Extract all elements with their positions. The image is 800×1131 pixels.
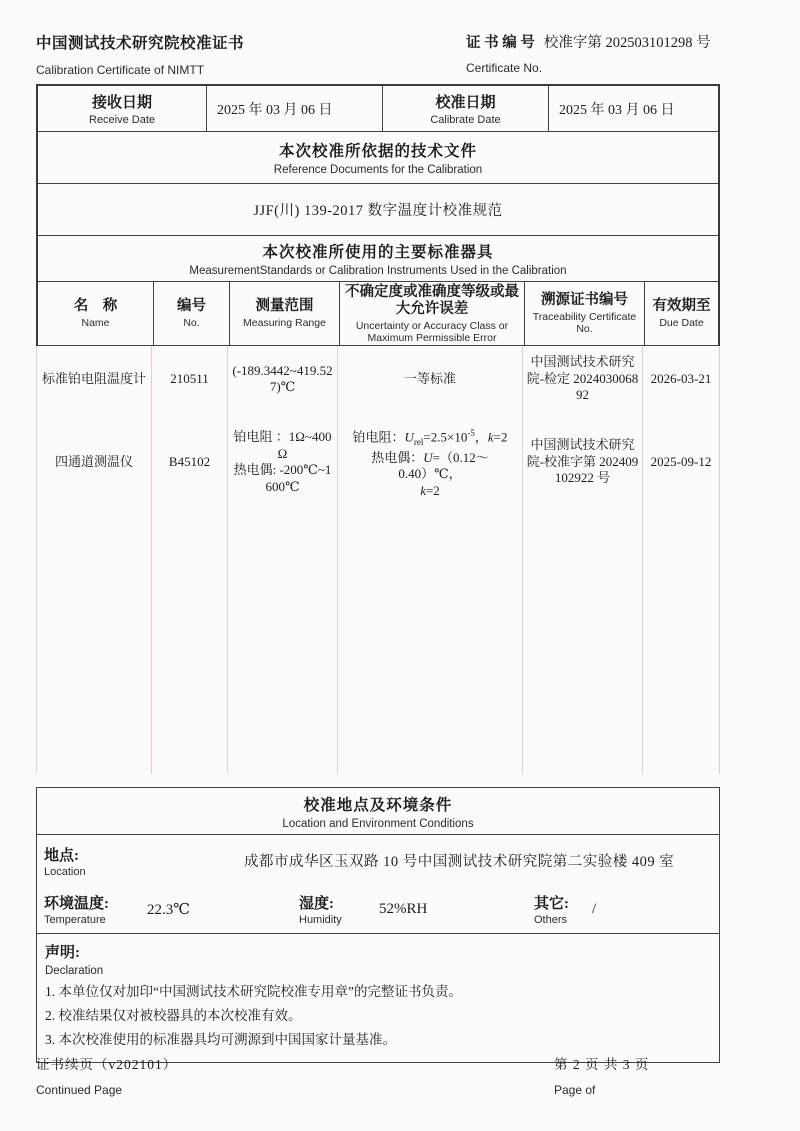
page-footer: [36, 1053, 720, 1113]
declaration-item: 1. 本单位仅对加印“中国测试技术研究院校准专用章”的完整证书负责。: [45, 984, 462, 999]
continued-page-label: 证书续页（v202101） Continued Page: [36, 1057, 178, 1097]
standard-row1-due-date: 2026-03-21: [650, 370, 712, 386]
empty-cell: [643, 512, 719, 774]
declaration-label-en: Declaration: [45, 965, 104, 977]
column-header-uncertainty: 不确定度或准确度等级或最大允许误差 Uncertainty or Accuracy Class or Maximum Permissible Error: [339, 282, 524, 345]
empty-cell: [152, 512, 228, 774]
document-title-cn: 中国测试技术研究院校准证书: [36, 35, 245, 52]
location-row: [37, 835, 719, 886]
reference-section-title: 本次校准所依据的技术文件 Reference Documents for the Calibration: [36, 132, 720, 184]
location-section-title: 校准地点及环境条件 Location and Environment Conditions: [37, 788, 719, 835]
certificate-number-value: 校准字第 202503101298 号: [543, 35, 711, 51]
document-header: [36, 31, 766, 77]
empty-cell: [338, 512, 523, 774]
calibrate-date-label: 校准日期 Calibrate Date: [382, 86, 548, 131]
receive-date-label: 接收日期 Receive Date: [88, 95, 156, 126]
column-header-traceability: 溯源证书编号 Traceability Certificate No.: [524, 282, 644, 345]
reference-document: JJF(川) 139-2017 数字温度计校准规范: [36, 184, 720, 236]
humidity-label: 湿度: Humidity: [299, 896, 342, 926]
standards-table-body: [36, 346, 720, 774]
standard-row2-traceability: 中国测试技术研究院-校准字第 202409102922 号: [523, 412, 643, 512]
humidity-value: 52%RH: [379, 900, 428, 917]
empty-cell: [523, 512, 643, 774]
standard-row2-range: 铂电阻 ：1Ω~400Ω 热电偶: -200℃~1600℃: [228, 412, 338, 512]
location-label: 地点: Location: [44, 847, 86, 878]
column-header-no: 编号 No.: [153, 282, 229, 345]
declaration-section: [37, 934, 719, 1062]
standards-column-headers: [36, 282, 720, 346]
standard-row1-range: (-189.3442~419.527)℃: [228, 346, 338, 412]
standard-row1-uncertainty: 一等标准: [338, 346, 523, 412]
others-value: /: [592, 900, 597, 917]
dates-row: [36, 86, 720, 132]
empty-cell: [37, 512, 152, 774]
declaration-item: 2. 校准结果仅对被校器具的本次校准有效。: [45, 1008, 302, 1023]
standard-row2-due-date: 2025-09-12: [650, 453, 712, 469]
temperature-value: 22.3℃: [147, 901, 191, 918]
location-environment-content: [37, 835, 719, 934]
receive-date-value: 2025 年 03 月 06 日: [206, 86, 382, 131]
location-environment-table: [36, 787, 720, 1063]
location-value: 成都市成华区玉双路 10 号中国测试技术研究院第二实验楼 409 室: [244, 854, 675, 870]
header-left: [36, 31, 466, 77]
column-header-measuring-range: 测量范围 Measuring Range: [229, 282, 339, 345]
declaration-item: 3. 本次校准使用的标准器具均可溯源到中国国家计量基准。: [45, 1032, 396, 1047]
calibrate-date-value: 2025 年 03 月 06 日: [548, 86, 718, 131]
standard-row1-no: 210511: [152, 346, 228, 412]
standard-row2-uncertainty: 铂电阻：$U_{rel}=2.5\times 10^{-5}$，k=2 热电偶：U=（0.12～0.40）℃， k=2: [338, 412, 523, 512]
certificate-number-label: 证 书 编 号: [466, 35, 535, 51]
standard-row2-name: 四通道测温仪: [37, 412, 152, 512]
temperature-label: 环境温度: Temperature: [44, 896, 109, 926]
declaration-label: 声明:: [45, 945, 80, 961]
column-header-name: 名 称 Name: [73, 298, 118, 329]
empty-cell: [228, 512, 338, 774]
standard-row1-name: 标准铂电阻温度计: [37, 346, 152, 412]
calibration-info-table: [36, 84, 720, 774]
others-label: 其它: Others: [534, 896, 569, 926]
document-title-en: Calibration Certificate of NIMTT: [36, 63, 205, 77]
column-header-due-date: 有效期至 Due Date: [644, 282, 718, 345]
standards-section-title: 本次校准所使用的主要标准器具 MeasurementStandards or Calibration Instruments Used in the Calibration: [36, 236, 720, 282]
certificate-number-block: [466, 31, 766, 77]
standard-row2-no: B45102: [152, 412, 228, 512]
environment-row: [37, 886, 719, 932]
standard-row1-traceability: 中国测试技术研究院-检定 202403006892: [523, 346, 643, 412]
certificate-number-label-en: Certificate No.: [466, 61, 543, 75]
page-number: 第 2 页 共 3 页 Page of: [554, 1057, 650, 1097]
